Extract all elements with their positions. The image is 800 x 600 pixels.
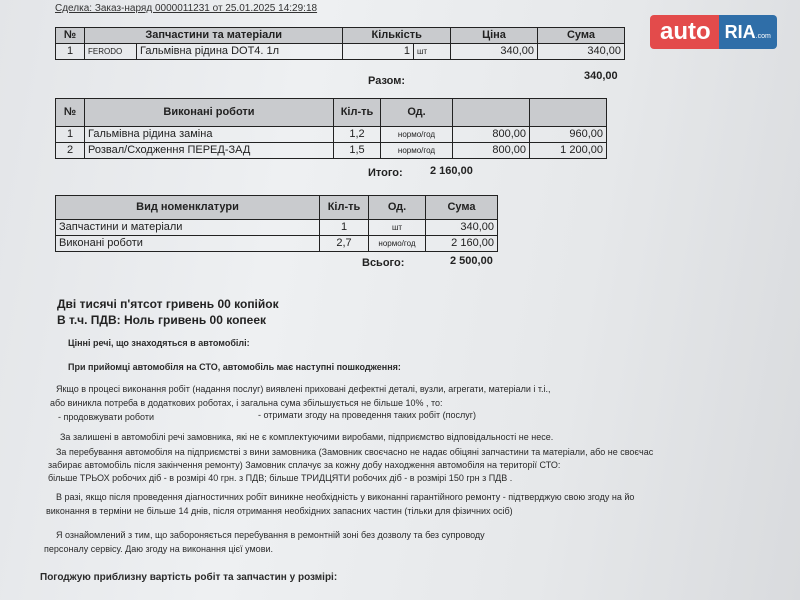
parts-total-value: 340,00 [584, 70, 618, 82]
paragraph-line: виконання в терміни не більше 14 днів, після отримання необхідних запасних частин (тільки для фізичних осіб) [46, 506, 513, 516]
paragraph-line: Я ознайомлений з тим, що забороняється перебування в ремонтній зоні без дозволу та без супроводу [56, 530, 485, 540]
damage-title: При прийомці автомобіля на СТО, автомобіль має наступні пошкодження: [68, 362, 401, 372]
summary-header-row [56, 196, 498, 220]
paragraph-line: - отримати згоду на проведення таких робіт (послуг) [258, 410, 476, 420]
order-header: Сделка: Заказ-наряд 0000011231 от 25.01.2025 14:29:18 [55, 3, 318, 14]
grand-total-label: Всього: [362, 257, 405, 269]
parts-total-label: Разом: [368, 75, 406, 87]
col-price [453, 99, 530, 127]
summary-name: Запчастини и матеріали [56, 220, 320, 236]
table-row [56, 220, 498, 236]
col-sum: Сума [538, 28, 625, 44]
work-qty: 1,5 [334, 143, 381, 159]
logo-ria-text: RIA [724, 22, 756, 42]
col-type: Вид номенклатури [56, 196, 320, 220]
works-table [55, 98, 607, 159]
work-price: 800,00 [453, 127, 530, 143]
works-total-value: 2 160,00 [430, 165, 473, 177]
work-name: Гальмівна рідина заміна [85, 127, 334, 143]
work-price: 800,00 [453, 143, 530, 159]
table-row [56, 127, 607, 143]
paragraph-line: - продовжувати роботи [58, 412, 155, 422]
summary-sum: 2 160,00 [426, 236, 498, 252]
logo-com-text: .com [755, 33, 771, 40]
col-qty: Кіл-ть [334, 99, 381, 127]
grand-total-value: 2 500,00 [450, 255, 493, 267]
work-sum: 960,00 [530, 127, 607, 143]
valuables-title: Цінні речі, що знаходяться в автомобілі: [68, 338, 250, 348]
col-unit: Од. [369, 196, 426, 220]
logo-auto-text: auto [650, 15, 719, 49]
paragraph-line: За залишені в автомобілі речі замовника, які не є комплектуючими виробами, підприємство відповідальності не несе. [60, 432, 554, 442]
work-sum: 1 200,00 [530, 143, 607, 159]
works-total-label: Итого: [368, 167, 403, 179]
works-header-row [56, 99, 607, 127]
part-sum: 340,00 [538, 44, 625, 60]
row-number: 1 [56, 44, 85, 60]
summary-name: Виконані роботи [56, 236, 320, 252]
parts-header-row [56, 28, 625, 44]
col-qty: Кіл-ть [320, 196, 369, 220]
work-unit: нормо/год [381, 143, 453, 159]
part-unit: шт [414, 44, 451, 60]
paragraph-line: більше ТРЬОХ робочих діб - в розмірі 40 грн. з ПДВ; більше ТРИДЦЯТИ робочих діб - в розмірі 150 грн з ПДВ . [48, 473, 513, 483]
paragraph-line: персоналу сервісу. Даю згоду на виконання цієї умови. [44, 544, 273, 554]
table-row [56, 143, 607, 159]
parts-table [55, 27, 625, 60]
col-sum: Сума [426, 196, 498, 220]
col-sum [530, 99, 607, 127]
logo-ria-block [719, 15, 777, 49]
paragraph-line: або виникла потреба в додаткових роботах, і загальна сума збільшується не більше 10% , то: [50, 398, 443, 408]
work-name: Розвал/Сходження ПЕРЕД-ЗАД [85, 143, 334, 159]
summary-qty: 2,7 [320, 236, 369, 252]
vat-line: В т.ч. ПДВ: Ноль гривень 00 копеек [57, 313, 267, 327]
col-number: № [56, 28, 85, 44]
summary-sum: 340,00 [426, 220, 498, 236]
paragraph-line: Якщо в процесі виконання робіт (надання послуг) виявлені приховані дефектні деталі, вузли, агрегати, матеріали і т.і., [56, 384, 551, 394]
col-unit: Од. [381, 99, 453, 127]
agree-line: Погоджую приблизну вартість робіт та запчастин у розмірі: [40, 572, 338, 583]
paragraph-line: забирає автомобіль після закінчення ремонту) Замовник сплачує за кожну добу находження автомобіля на території СТО: [48, 460, 561, 470]
autoria-logo [650, 12, 790, 52]
paragraph-line: За перебування автомобіля на підприємстві з вини замовника (Замовник своєчасно не надає обіцяні запчастини та матеріали, або не своєчас [56, 447, 654, 457]
row-number: 2 [56, 143, 85, 159]
part-price: 340,00 [451, 44, 538, 60]
part-name: Гальмівна рідина DOT4. 1л [137, 44, 343, 60]
work-unit: нормо/год [381, 127, 453, 143]
col-quantity: Кількість [343, 28, 451, 44]
table-row [56, 44, 625, 60]
table-row [56, 236, 498, 252]
paragraph-line: В разі, якщо після проведення діагностичних робіт виникне необхідність у виконанні гарантійного ремонту - підтверджую свою згоду на йо [56, 492, 635, 502]
col-price: Ціна [451, 28, 538, 44]
part-brand: FERODO [85, 44, 137, 60]
col-works: Виконані роботи [85, 99, 334, 127]
work-qty: 1,2 [334, 127, 381, 143]
summary-table [55, 195, 498, 252]
col-number: № [56, 99, 85, 127]
summary-unit: шт [369, 220, 426, 236]
col-parts: Запчастини та матеріали [85, 28, 343, 44]
part-qty: 1 [343, 44, 414, 60]
row-number: 1 [56, 127, 85, 143]
summary-qty: 1 [320, 220, 369, 236]
amount-in-words: Дві тисячі п'ятсот гривень 00 копійок [57, 297, 279, 311]
summary-unit: нормо/год [369, 236, 426, 252]
